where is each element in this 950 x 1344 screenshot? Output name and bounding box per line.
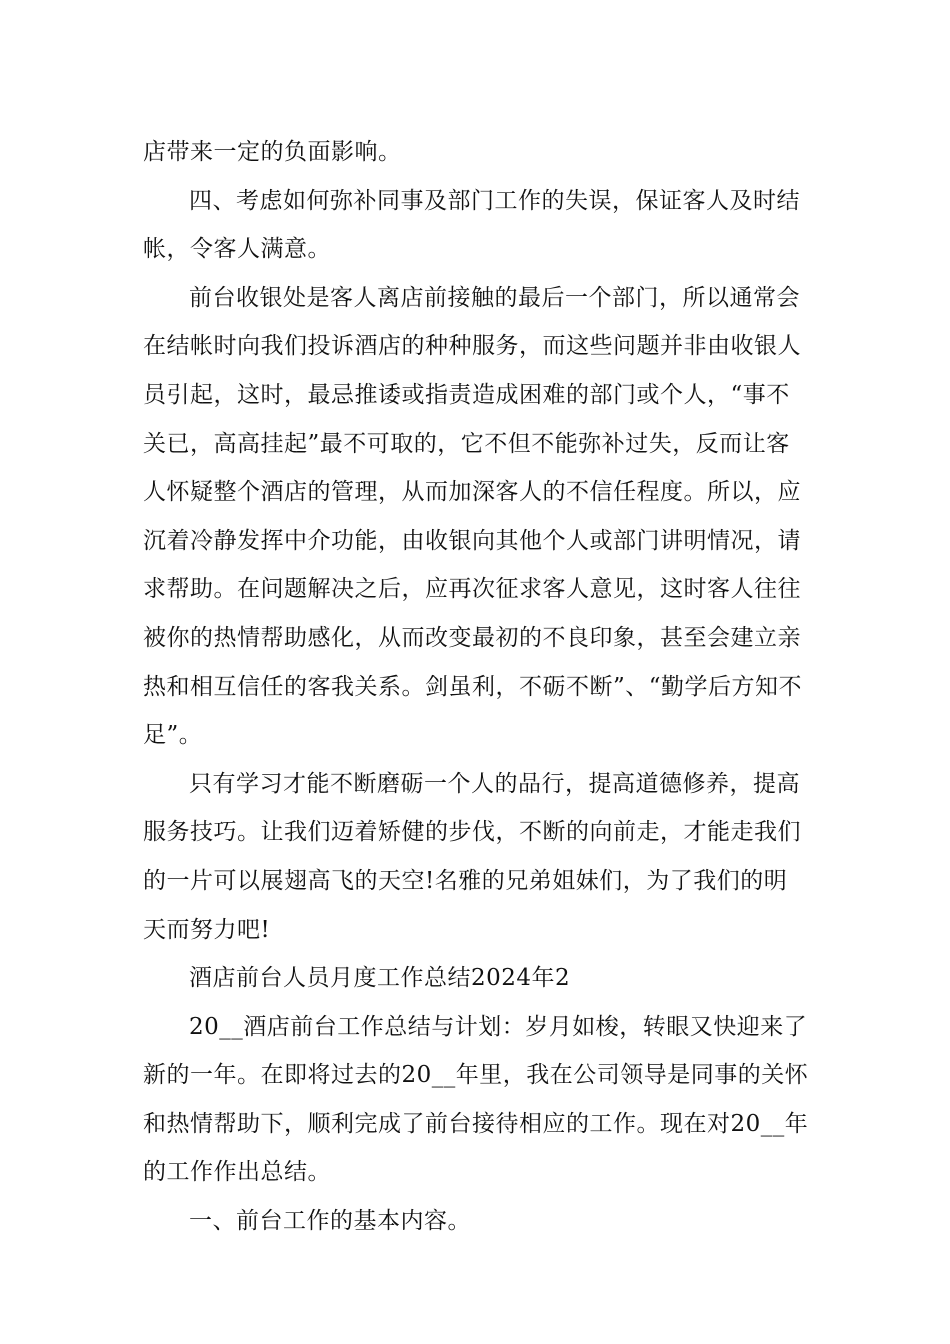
paragraph: 20__酒店前台工作总结与计划：岁月如梭，转眼又快迎来了新的一年。在即将过去的20__年里，我在公司领导是同事的关怀和热情帮助下，顺利完成了前台接待相应的工作。现在对20__年的工作作出总结。 [143,1013,809,1186]
paragraph: 前台收银处是客人离店前接触的最后一个部门，所以通常会在结帐时向我们投诉酒店的种种服务，而这些问题并非由收银人员引起，这时，最忌推诿或指责造成困难的部门或个人，“事不关已，高高挂起”最不可取的，它不但不能弥补过失，反而让客人怀疑整个酒店的管理，从而加深客人的不信任程度。所以，应沉着冷静发挥中介功能，由收银向其他个人或部门讲明情况，请求帮助。在问题解决之后，应再次征求客人意见，这时客人往往被你的热情帮助感化，从而改变最初的不良印象，甚至会建立亲热和相互信任的客我关系。剑虽利，不砺不断”、“勤学后方知不足”。 [143,284,803,749]
section-heading: 酒店前台人员月度工作总结2024年2 [189,965,571,992]
paragraph: 四、考虑如何弥补同事及部门工作的失误，保证客人及时结帐，令客人满意。 [143,187,800,263]
paragraph: 只有学习才能不断磨砺一个人的品行，提高道德修养，提高服务技巧。让我们迈着矫健的步伐，不断的向前走，才能走我们的一片可以展翅高飞的天空!名雅的兄弟姐妹们，为了我们的明天而努力吧! [143,770,801,943]
paragraph: 店带来一定的负面影响。 [143,139,402,165]
document-body [143,128,809,1246]
section-heading: 一、前台工作的基本内容。 [189,1208,471,1235]
